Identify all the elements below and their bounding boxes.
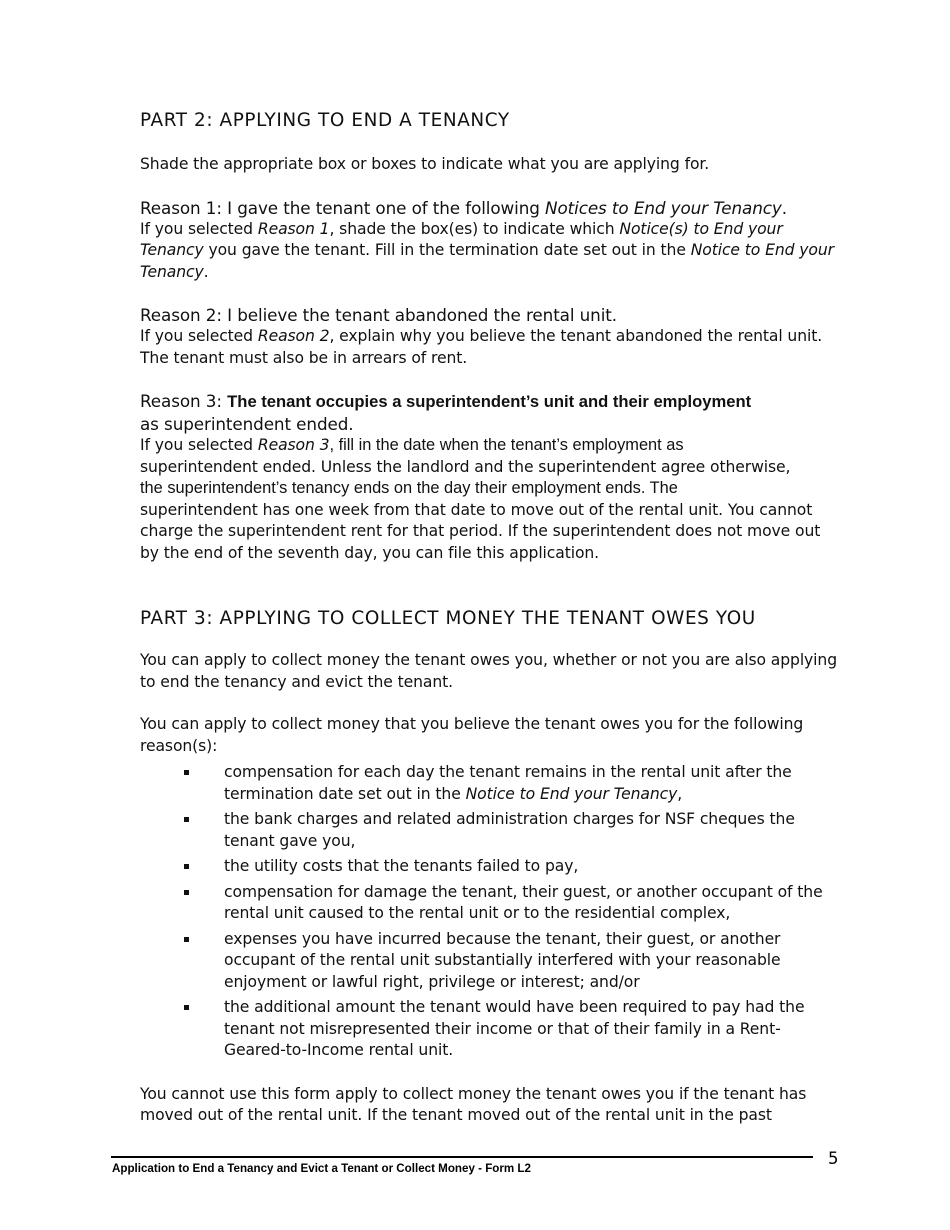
page-number: 5 xyxy=(828,1149,839,1168)
reason1-body-text: , shade the box(es) to indicate which xyxy=(329,219,620,238)
list-item-text: the bank charges and related administration charges for NSF cheques the tenant gave you, xyxy=(224,810,795,850)
list-item xyxy=(140,882,840,925)
part2-heading: PART 2: APPLYING TO END A TENANCY xyxy=(140,110,510,131)
reason2-title: Reason 2: I believe the tenant abandoned the rental unit. xyxy=(140,305,617,325)
reason3-title xyxy=(140,390,840,435)
reason2-body-text: , explain why you believe the tenant abandoned the rental unit. The tenant must also be in arrears of rent. xyxy=(140,327,823,367)
reason3-body-text: , fill in the date when the tenant’s employment as xyxy=(329,436,684,454)
reason2-body-italic: Reason 2 xyxy=(257,327,330,345)
bullet-icon xyxy=(184,864,189,869)
part3-para2: You can apply to collect money that you believe the tenant owes you for the following reason(s): xyxy=(140,715,804,755)
bullet-icon xyxy=(184,1005,189,1010)
part3-heading: PART 3: APPLYING TO COLLECT MONEY THE TENANT OWES YOU xyxy=(140,608,756,629)
list-item xyxy=(140,762,840,805)
reason1-body-text: . xyxy=(203,262,209,281)
reason1-body-text: you gave the tenant. Fill in the termination date set out in the xyxy=(203,241,691,259)
reason3-body-text: If you selected xyxy=(140,436,258,454)
reasons-list xyxy=(140,762,840,1062)
reason3-body-text: the superintendent’s tenancy ends on the day their employment ends. The xyxy=(140,479,678,497)
reason1-title-italic: Notices to End your Tenancy xyxy=(545,197,782,218)
reason2-body xyxy=(140,326,840,369)
list-item xyxy=(140,809,840,852)
list-item-italic: Notice to End your Tenancy xyxy=(465,784,678,803)
list-item-text: compensation for each day the tenant remains in the rental unit after the termination date set out in the xyxy=(224,763,792,803)
reason1-body-italic: Notice to End your Tenancy xyxy=(140,241,834,281)
bullet-icon xyxy=(184,817,189,822)
list-item-text: the additional amount the tenant would have been required to pay had the tenant not misrepresented their income or that of their family in a Rent-Geared-to-Income rental unit. xyxy=(224,998,805,1059)
bullet-icon xyxy=(184,937,189,942)
reason1-body-italic: Reason 1 xyxy=(257,219,330,238)
reason3-title-bold: The tenant occupies a superintendent’s unit and their employment xyxy=(227,392,752,411)
reason2-body-text: If you selected xyxy=(140,327,258,345)
reason1-title-suffix: . xyxy=(781,197,787,218)
reason3-body xyxy=(140,435,840,564)
reason3-title-suffix: as superintendent ended. xyxy=(140,414,354,434)
reason1-body xyxy=(140,219,840,284)
part3-para3: You cannot use this form apply to collect money the tenant owes you if the tenant has moved out of the rental unit. If the tenant moved out of the rental unit in the past xyxy=(140,1084,807,1124)
reason1-title xyxy=(140,197,840,219)
bullet-icon xyxy=(184,770,189,775)
list-item xyxy=(140,856,840,878)
reason3-body-text: superintendent ended. Unless the landlord and the superintendent agree otherwise, xyxy=(140,457,791,476)
footer-divider xyxy=(111,1156,813,1158)
list-item xyxy=(140,929,840,994)
part2-intro: Shade the appropriate box or boxes to indicate what you are applying for. xyxy=(140,155,710,173)
list-item-text: expenses you have incurred because the tenant, their guest, or another occupant of the rental unit substantially interfered with your reasonable enjoyment or lawful right, privilege or interest; and/or xyxy=(224,929,781,991)
bullet-icon xyxy=(184,890,189,895)
reason1-title-text: Reason 1: I gave the tenant one of the following xyxy=(140,197,546,218)
list-item-text: the utility costs that the tenants failed to pay, xyxy=(224,857,579,875)
reason3-body-text: superintendent has one week from that date to move out of the rental unit. You cannot charge the superintendent rent for that period. If the superintendent does not move out by the end of the seventh day, you can file this application. xyxy=(140,500,821,562)
document-body xyxy=(140,108,840,1127)
footer-form-title: Application to End a Tenancy and Evict a Tenant or Collect Money - Form L2 xyxy=(112,1162,531,1175)
reason3-title-text: Reason 3: xyxy=(140,391,228,411)
list-item xyxy=(140,997,840,1062)
list-item-text: compensation for damage the tenant, their guest, or another occupant of the rental unit caused to the rental unit or to the residential complex, xyxy=(224,882,823,922)
list-item-suffix: , xyxy=(677,784,683,803)
part3-para1: You can apply to collect money the tenant owes you, whether or not you are also applying to end the tenancy and evict the tenant. xyxy=(140,651,837,691)
reason1-body-text: If you selected xyxy=(140,219,258,238)
reason1-body-italic: Notice(s) to End your Tenancy xyxy=(140,219,783,259)
reason3-body-italic: Reason 3 xyxy=(257,436,330,454)
